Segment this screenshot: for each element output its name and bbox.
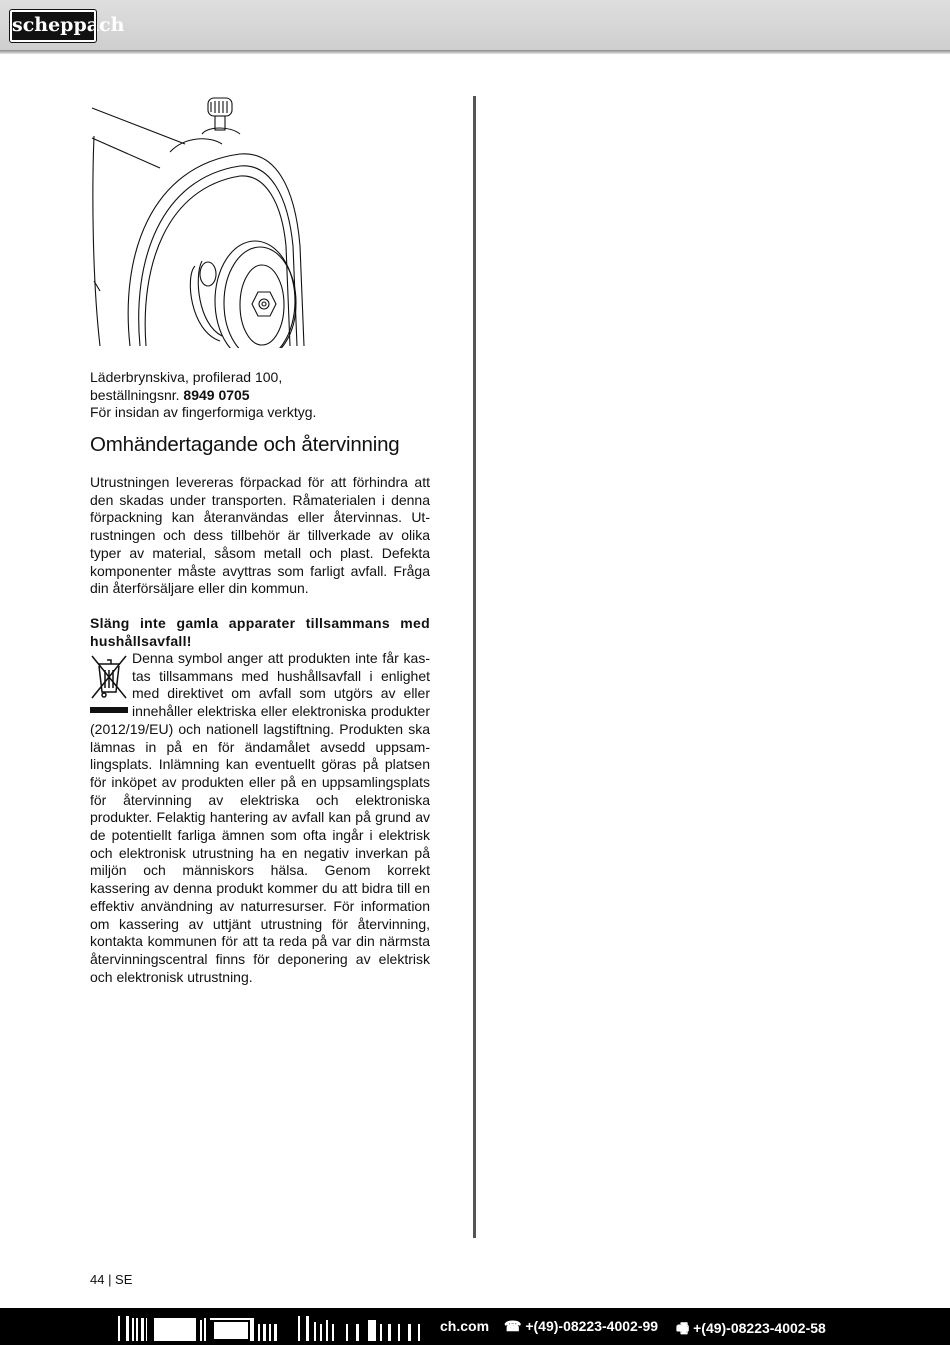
order-prefix: beställningsnr. <box>90 386 184 403</box>
section-heading: Omhändertagande och återvinning <box>90 433 400 456</box>
fax-icon: 🖷 <box>676 1320 690 1336</box>
page-number: 44 | SE <box>90 1272 133 1287</box>
footer-phone <box>504 1318 658 1335</box>
weee-crossed-bin-icon <box>90 652 128 718</box>
caption-line-2 <box>90 387 435 405</box>
scheppach-logo: scheppach <box>10 10 96 42</box>
disposal-paragraph: Utrustningen levereras förpackad för att förhindra att den skadas under transporten. Råmaterialen i denna förpackning kan återanvändas eller återvinnas. Utrustningen och dess tillbehör är tillverkade av olika typer av material, såsom metall och plast. Defekta komponenter måste avyttras som farligt avfall. Fråga din återförsäljare eller din kommun. <box>90 474 430 597</box>
caption-line-1: Läderbrynskiva, profilerad 100, <box>90 369 283 385</box>
footer-website[interactable]: ch.com <box>440 1318 490 1334</box>
page-header <box>0 0 950 50</box>
header-shadow <box>0 50 950 54</box>
warning-text: Släng inte gamla apparater tillsammans med hushållsavfall! <box>90 615 430 649</box>
footer-fax <box>676 1318 826 1342</box>
fax-number: +(49)-08223-4002-58 <box>693 1320 826 1336</box>
leather-honing-wheel-illustration <box>90 96 305 348</box>
phone-icon: ☎ <box>504 1318 522 1334</box>
caption-line-3: För insidan av fingerformiga verktyg. <box>90 404 317 421</box>
accessory-caption <box>90 369 435 422</box>
order-number: 8949 0705 <box>183 386 250 403</box>
footer-barcode-artifact <box>118 1314 438 1343</box>
column-divider <box>473 96 476 1238</box>
weee-paragraph-text: Denna symbol anger att produkten inte får kastas tillsammans med hushållsavfall i enlighet med direktivet om avfall som utgörs av eller innehåller elektriska eller elektroniska produkter (2012/19/EU) och nationell lagstiftning. Produkten ska lämnas in på en för ändamålet avsedd uppsamlingsplats. Inlämning kan eventuellt göras på platsen för inköpet av produkten eller på en uppsamlingsplats för återvinning av elektriska och elektroniska produkter. Felaktig hantering av avfall kan på grund av de potentiellt farliga ämnen som ofta ingår i elektrisk och elektronisk utrustning ha en negativ inverkan på miljön och människors hälsa. Genom korrekt kassering av denna produkt kommer du att bidra till en effektiv användning av naturresurser. För information om kassering av uttjänt utrustning för återvinning, kontakta kommunen för att ta reda på var din närmsta återvinningscentral finns för deponering av elektrisk och elektronisk utrustning. <box>90 650 430 985</box>
weee-paragraph-block <box>90 650 430 986</box>
phone-number: +(49)-08223-4002-99 <box>525 1318 659 1334</box>
